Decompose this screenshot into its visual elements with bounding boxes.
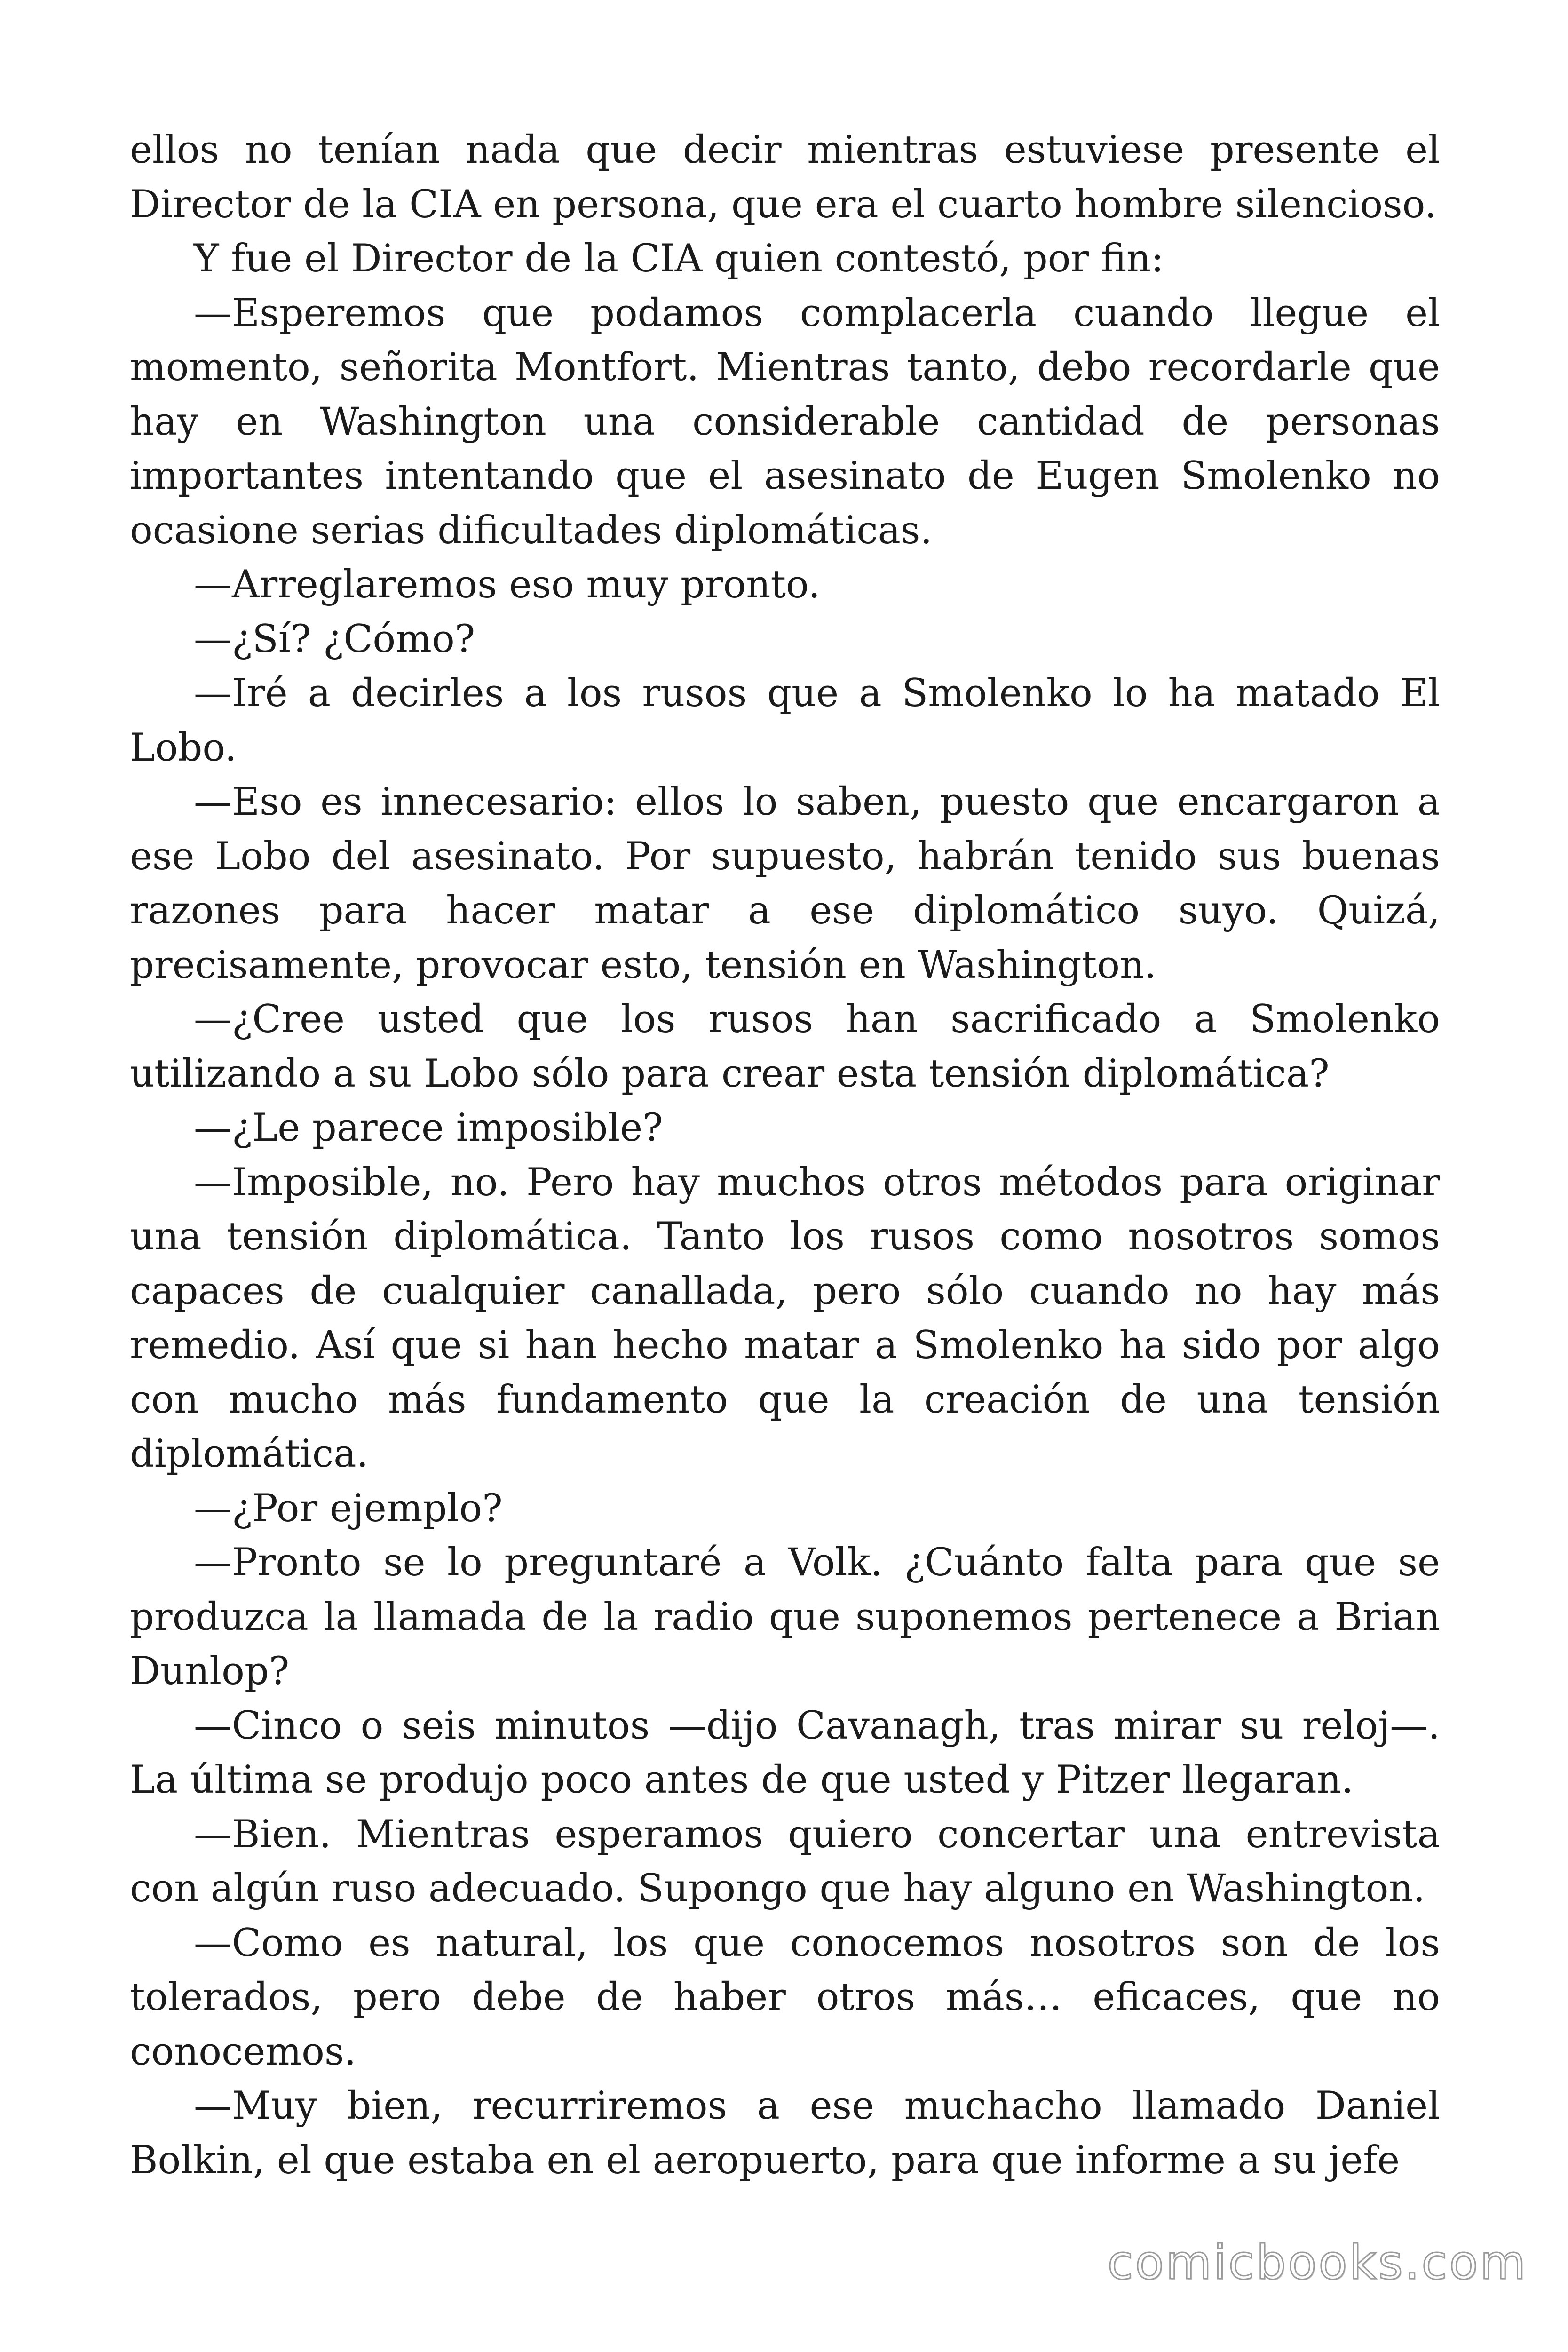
paragraph-14: —Bien. Mientras esperamos quiero concertar una entrevista con algún ruso adecuado. Supongo que hay alguno en Washington. [130,1812,1440,1911]
paragraph-2: Y fue el Director de la CIA quien contestó, por fin: [194,237,1164,281]
paragraph-8: —¿Cree usted que los rusos han sacrificado a Smolenko utilizando a su Lobo sólo para crear esta tensión diplomática? [130,997,1440,1096]
page-body-text [130,123,1440,2188]
watermark-text: comicbooks.com [1107,2235,1528,2290]
paragraph-15: —Como es natural, los que conocemos nosotros son de los tolerados, pero debe de haber otros más… eficaces, que no conocemos. [130,1921,1440,2074]
paragraph-5: —¿Sí? ¿Cómo? [194,617,475,661]
paragraph-12: —Pronto se lo preguntaré a Volk. ¿Cuánto falta para que se produzca la llamada de la radio que suponemos pertenece a Brian Dunlop? [130,1541,1440,1693]
paragraph-4: —Arreglaremos eso muy pronto. [194,563,821,607]
paragraph-16: —Muy bien, recurriremos a ese muchacho llamado Daniel Bolkin, el que estaba en el aeropuerto, para que informe a su jefe [130,2084,1440,2183]
paragraph-7: —Eso es innecesario: ellos lo saben, puesto que encargaron a ese Lobo del asesinato. Por supuesto, habrán tenido sus buenas razones para hacer matar a ese diplomático suyo. Quizá, precisamente, provocar esto, tensión en Washington. [130,780,1440,987]
paragraph-3: —Esperemos que podamos complacerla cuando llegue el momento, señorita Montfort. Mientras tanto, debo recordarle que hay en Washington una considerable cantidad de personas importantes intentando que el asesinato de Eugen Smolenko no ocasione serias dificultades diplomáticas. [130,291,1440,553]
paragraph-6: —Iré a decirles a los rusos que a Smolenko lo ha matado El Lobo. [130,671,1440,770]
paragraph-11: —¿Por ejemplo? [194,1486,503,1531]
paragraph-9: —¿Le parece imposible? [194,1106,663,1150]
paragraph-10: —Imposible, no. Pero hay muchos otros métodos para originar una tensión diplomática. Tanto los rusos como nosotros somos capaces de cualquier canallada, pero sólo cuando no hay más remedio. Así que si han hecho matar a Smolenko ha sido por algo con mucho más fundamento que la creación de una tensión diplomática. [130,1160,1440,1476]
paragraph-1: ellos no tenían nada que decir mientras estuviese presente el Director de la CIA en persona, que era el cuarto hombre silencioso. [130,128,1440,227]
paragraph-13: —Cinco o seis minutos —dijo Cavanagh, tras mirar su reloj—. La última se produjo poco antes de que usted y Pitzer llegaran. [130,1703,1440,1802]
